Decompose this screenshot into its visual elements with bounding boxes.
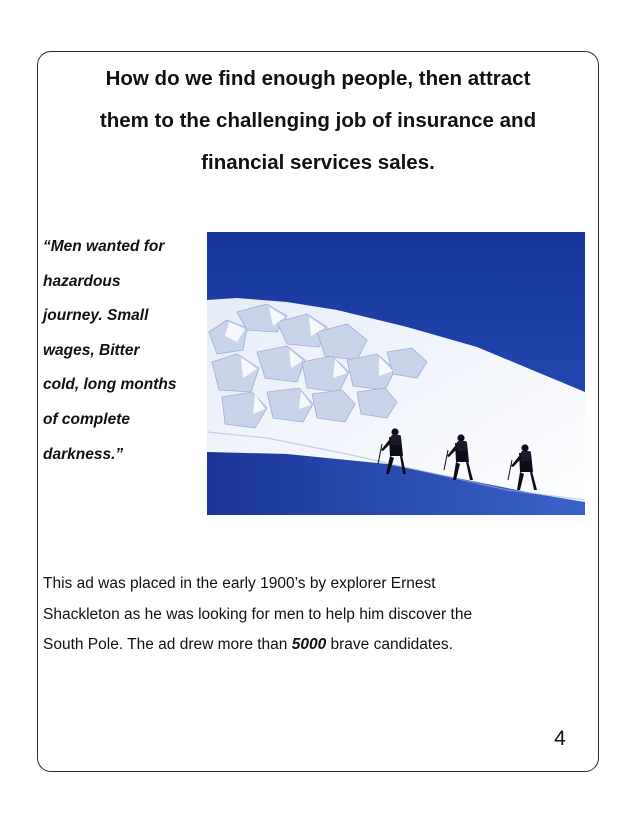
body-line-2: Shackleton as he was looking for men to help him discover the bbox=[43, 605, 473, 623]
body-line-3-start: South Pole. The ad drew more than bbox=[43, 636, 292, 653]
page-number: 4 bbox=[554, 727, 566, 750]
mountaineers-photo bbox=[207, 232, 585, 515]
body-line-3-end: brave candidates. bbox=[326, 636, 453, 653]
quote-line: “Men wanted for bbox=[43, 238, 165, 255]
candidate-count: 5000 bbox=[291, 636, 327, 653]
heading-line-3: financial services sales. bbox=[201, 151, 435, 174]
shackleton-ad-quote bbox=[43, 230, 213, 472]
body-line-1: This ad was placed in the early 1900’s by explorer Ernest bbox=[43, 575, 436, 592]
heading-line-2: them to the challenging job of insurance and bbox=[99, 109, 537, 132]
quote-line: wages, Bitter bbox=[43, 341, 140, 359]
quote-line: cold, long months bbox=[43, 376, 177, 394]
heading-line-1: How do we find enough people, then attract bbox=[105, 67, 531, 90]
body-paragraph bbox=[43, 569, 588, 661]
quote-line: darkness.” bbox=[43, 445, 124, 463]
page-heading bbox=[38, 58, 598, 184]
quote-line: of complete bbox=[43, 410, 130, 428]
quote-line: journey. Small bbox=[43, 307, 149, 325]
quote-line: hazardous bbox=[43, 272, 121, 290]
